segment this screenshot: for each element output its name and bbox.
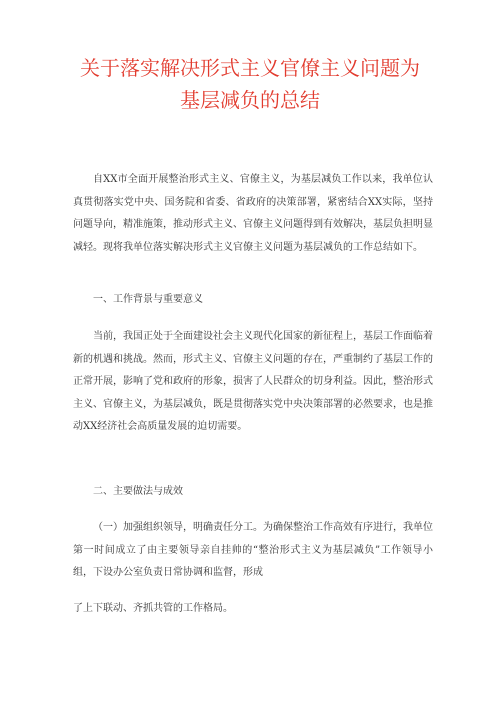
section-1-heading: 一、工作背景与重要意义 bbox=[93, 294, 203, 305]
title-line-2: 基层减负的总结 bbox=[180, 88, 320, 112]
section-2-item-1: （一）加强组织领导，明确责任分工。为确保整治工作高效有序进行，我单位第一时间成立了由主要领导亲自挂帅的“整治形式主义为基层减负”工作领导小组，下设办公室负责日常协调和监督，形成 bbox=[73, 522, 433, 578]
section-2-item-1-tail: 了上下联动、齐抓共管的工作格局。 bbox=[73, 603, 233, 614]
title-line-1: 关于落实解决形式主义官僚主义问题为 bbox=[80, 56, 420, 80]
section-2-heading: 二、主要做法与成效 bbox=[93, 486, 183, 497]
section-1-paragraph: 当前，我国正处于全面建设社会主义现代化国家的新征程上，基层工作面临着新的机遇和挑战。然而，形式主义、官僚主义问题的存在，严重制约了基层工作的正常开展，影响了党和政府的形象，损害了人民群众的切身利益。因此，整治形式主义、官僚主义，为基层减负，既是贯彻落实党中央决策部署的必然要求，也是推动XX经济社会高质量发展的迫切需要。 bbox=[73, 331, 433, 432]
intro-paragraph: 自XX市全面开展整治形式主义、官僚主义，为基层减负工作以来，我单位认真贯彻落实党中央、国务院和省委、省政府的决策部署，紧密结合XX实际，坚持问题导向，精准施策，推动形式主义、官僚主义问题得到有效解决，基层负担明显减轻。现将我单位落实解决形式主义官僚主义问题为基层减负的工作总结如下。 bbox=[73, 174, 433, 253]
document-title bbox=[60, 52, 440, 116]
